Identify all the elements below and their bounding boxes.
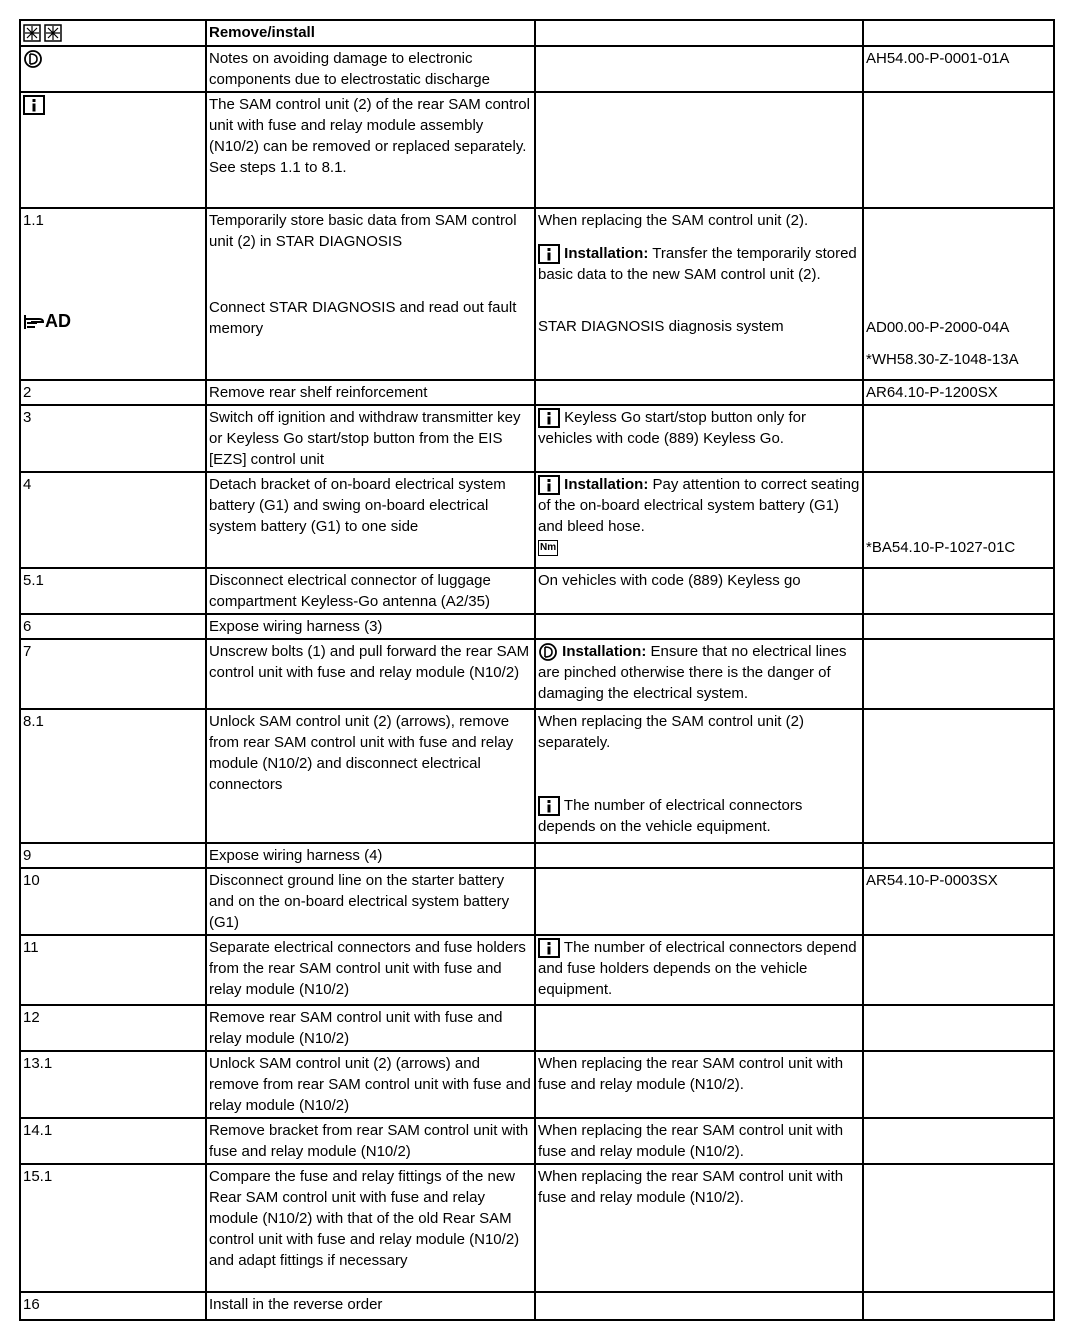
step-note: Keyless Go start/stop button only for vehicles with code (889) Keyless Go.	[538, 409, 806, 448]
step-text: Expose wiring harness (4)	[206, 843, 535, 868]
step-number: 1.1	[23, 212, 44, 229]
info-text: The SAM control unit (2) of the rear SAM control unit with fuse and relay module assembly (N10/2) can be removed or replaced separately.	[209, 96, 530, 155]
step-note: When replacing the SAM control unit (2) separately.	[538, 713, 804, 751]
step-note: The number of electrical connectors depends on the vehicle equipment.	[538, 797, 803, 836]
torque-nm-icon: Nm	[538, 540, 558, 556]
ref-wh: *WH58.30-Z-1048-13A	[866, 351, 1019, 368]
step-number: 8.1	[20, 709, 206, 843]
step-note: The number of electrical connectors depend and fuse holders depends on the vehicle equipment.	[538, 939, 857, 999]
step-row	[20, 709, 1054, 843]
step-text: Disconnect ground line on the starter battery and on the on-board electrical system battery (G1)	[206, 868, 535, 935]
step-note: When replacing the SAM control unit (2).	[538, 212, 809, 229]
step-row	[20, 208, 1054, 380]
step-text: Switch off ignition and withdraw transmitter key or Keyless Go start/stop button from the EIS [EZS] control unit	[206, 405, 535, 472]
step-number: 12	[20, 1005, 206, 1051]
step-row	[20, 1118, 1054, 1164]
step-row	[20, 639, 1054, 709]
header-icons-cell	[20, 20, 206, 46]
procedure-table	[19, 19, 1055, 1321]
step-note: On vehicles with code (889) Keyless go	[535, 568, 863, 614]
ad-pointer-icon	[23, 313, 45, 331]
info-icon	[538, 938, 560, 958]
step-ref: AR64.10-P-1200SX	[863, 380, 1054, 405]
step-number: 14.1	[20, 1118, 206, 1164]
step-row	[20, 843, 1054, 868]
ad-label: AD	[45, 311, 71, 331]
esd-ref: AH54.00-P-0001-01A	[863, 46, 1054, 92]
step-text: Remove bracket from rear SAM control unit with fuse and relay module (N10/2)	[206, 1118, 535, 1164]
step-ref: AR54.10-P-0003SX	[863, 868, 1054, 935]
ref-ad: AD00.00-P-2000-04A	[866, 319, 1010, 336]
step-number: 6	[20, 614, 206, 639]
installation-label: Installation:	[564, 476, 649, 493]
installation-label: Installation:	[562, 643, 647, 660]
step-note: When replacing the rear SAM control unit with fuse and relay module (N10/2).	[535, 1051, 863, 1118]
step-number: 10	[20, 868, 206, 935]
connect-text: Connect STAR DIAGNOSIS and read out fault memory	[209, 299, 517, 337]
step-row	[20, 1292, 1054, 1320]
step-text: Unlock SAM control unit (2) (arrows) and remove from rear SAM control unit with fuse and relay module (N10/2)	[206, 1051, 535, 1118]
installation-label: Installation:	[564, 245, 649, 262]
step-row	[20, 1051, 1054, 1118]
step-number: 9	[20, 843, 206, 868]
step-row	[20, 380, 1054, 405]
step-row	[20, 868, 1054, 935]
step-note: When replacing the rear SAM control unit with fuse and relay module (N10/2).	[535, 1164, 863, 1292]
step-number: 5.1	[20, 568, 206, 614]
step-row	[20, 472, 1054, 568]
info-icon	[538, 796, 560, 816]
esd-icon	[23, 49, 43, 69]
step-number: 13.1	[20, 1051, 206, 1118]
step-row	[20, 614, 1054, 639]
header-row	[20, 20, 1054, 46]
step-row	[20, 568, 1054, 614]
esd-text: Notes on avoiding damage to electronic components due to electrostatic discharge	[206, 46, 535, 92]
info-icon	[538, 244, 560, 264]
diagnosis-text: STAR DIAGNOSIS diagnosis system	[538, 318, 784, 336]
step-number: 3	[20, 405, 206, 472]
step-text: Separate electrical connectors and fuse holders from the rear SAM control unit with fuse and relay module (N10/2)	[206, 935, 535, 1005]
installation-text: Transfer the temporarily stored basic data to the new SAM control unit (2).	[538, 245, 857, 284]
step-text: Compare the fuse and relay fittings of the new Rear SAM control unit with fuse and relay module (N10/2) with that of the old Rear SAM control unit with fuse and relay module (N10/2) and adapt fittings if necessary	[206, 1164, 535, 1292]
remove-install-icon	[23, 24, 63, 42]
step-row	[20, 935, 1054, 1005]
step-row	[20, 1005, 1054, 1051]
info-icon	[538, 408, 560, 428]
step-number: 4	[20, 472, 206, 568]
esd-row	[20, 46, 1054, 92]
step-text: Unscrew bolts (1) and pull forward the rear SAM control unit with fuse and relay module (N10/2)	[206, 639, 535, 709]
step-text: Disconnect electrical connector of luggage compartment Keyless-Go antenna (A2/35)	[206, 568, 535, 614]
step-text: Remove rear SAM control unit with fuse and relay module (N10/2)	[206, 1005, 535, 1051]
step-ref: *BA54.10-P-1027-01C	[866, 539, 1016, 556]
step-number: 15.1	[20, 1164, 206, 1292]
header-title: Remove/install	[206, 20, 535, 46]
esd-icon	[538, 642, 558, 662]
step-text: Expose wiring harness (3)	[206, 614, 535, 639]
info-icon	[538, 475, 560, 495]
step-text: Detach bracket of on-board electrical system battery (G1) and swing on-board electrical system battery (G1) to one side	[206, 472, 535, 568]
info-see: See steps 1.1 to 8.1.	[209, 159, 347, 176]
installation-text: Pay attention to correct seating of the on-board electrical system battery (G1) and bleed hose.	[538, 476, 860, 536]
info-icon	[23, 95, 45, 115]
installation-text: Ensure that no electrical lines are pinched otherwise there is the danger of damaging the electrical system.	[538, 643, 847, 703]
step-number: 16	[20, 1292, 206, 1320]
step-number: 2	[20, 380, 206, 405]
info-row	[20, 92, 1054, 208]
step-number: 7	[20, 639, 206, 709]
step-row	[20, 405, 1054, 472]
step-note: When replacing the rear SAM control unit with fuse and relay module (N10/2).	[535, 1118, 863, 1164]
step-text: Remove rear shelf reinforcement	[206, 380, 535, 405]
step-text: Temporarily store basic data from SAM control unit (2) in STAR DIAGNOSIS	[209, 212, 517, 250]
step-text: Install in the reverse order	[206, 1292, 535, 1320]
step-number: 11	[20, 935, 206, 1005]
step-text: Unlock SAM control unit (2) (arrows), remove from rear SAM control unit with fuse and relay module (N10/2) and disconnect electrical connectors	[206, 709, 535, 843]
step-row	[20, 1164, 1054, 1292]
